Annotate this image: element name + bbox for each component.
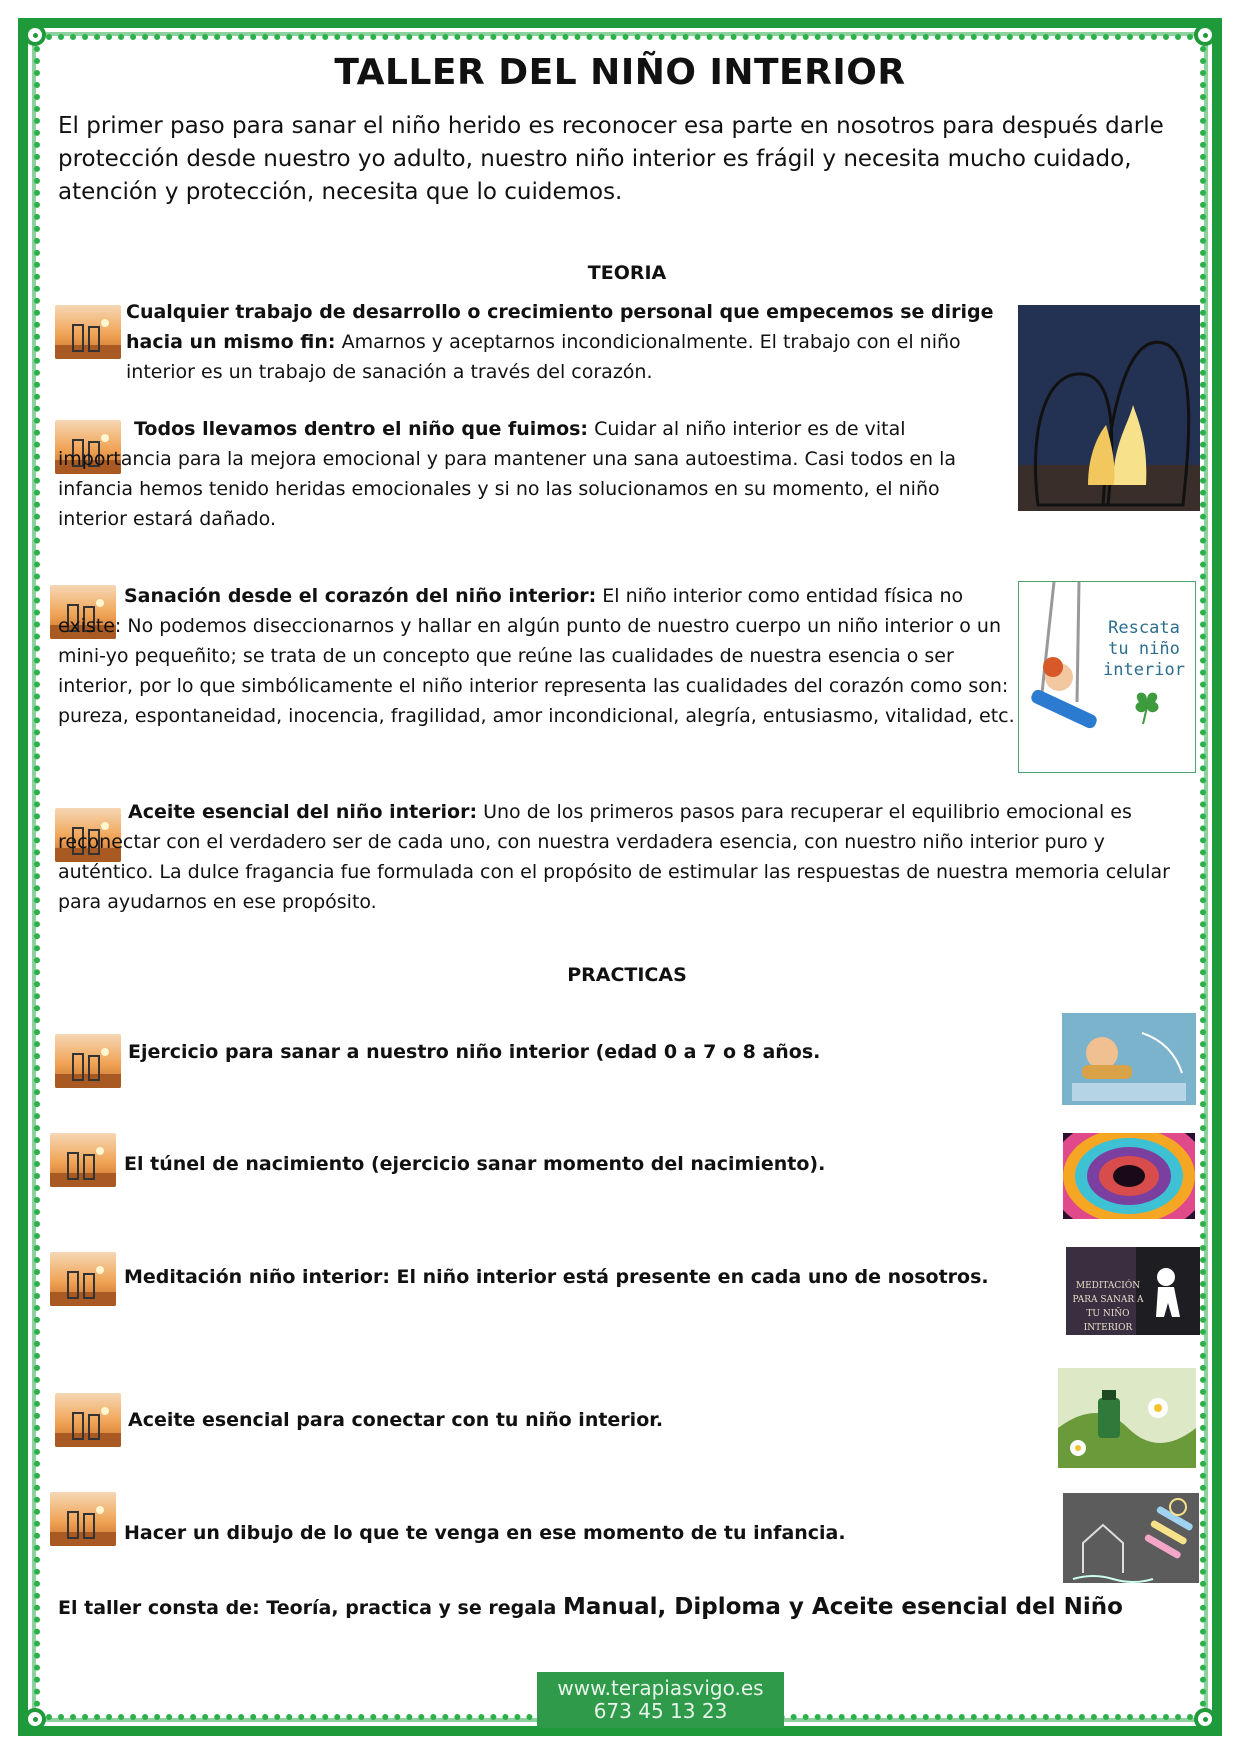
corner-ornament <box>1194 1708 1216 1730</box>
page-title: TALLER DEL NIÑO INTERIOR <box>334 52 906 93</box>
practica-item-3: Meditación niño interior: El niño interior está presente en cada uno de nosotros. <box>124 1266 989 1288</box>
tunnel-image <box>1063 1133 1195 1219</box>
contact-box <box>537 1672 784 1728</box>
phone-text: 673 45 13 23 <box>593 1699 728 1723</box>
meditation-image <box>1066 1247 1200 1335</box>
footer-text: El taller consta de: Teoría, practica y se regala Manual, Diploma y Aceite esencial del Niño <box>58 1594 1123 1620</box>
bullet-image <box>55 305 121 359</box>
teoria-item-1: Cualquier trabajo de desarrollo o crecimiento personal que empecemos se dirige hacia un mismo fin: Amarnos y aceptarnos incondicionalmente. El trabajo con el niño interior es un trabajo de sanación a través del corazón. <box>126 301 994 383</box>
practica-item-5: Hacer un dibujo de lo que te venga en ese momento de tu infancia. <box>124 1522 846 1544</box>
website-text[interactable]: www.terapiasvigo.es <box>557 1676 764 1700</box>
practica-item-2: El túnel de nacimiento (ejercicio sanar momento del nacimiento). <box>124 1153 826 1175</box>
bullet-image <box>55 1034 121 1088</box>
teoria-item-4: Aceite esencial del niño interior: Uno de los primeros pasos para recuperar el equilibrio emocional es reconectar con el verdadero ser de cada uno, con nuestra verdadera esencia, con nuestro niño interior puro y auténtico. La dulce fragancia fue formulada con el propósito de estimular las respuestas de nuestra memoria celular para ayudarnos en ese propósito. <box>58 801 1170 913</box>
corner-ornament <box>24 1708 46 1730</box>
teoria-item-3: Sanación desde el corazón del niño interior: El niño interior como entidad física no existe: No podemos diseccionarnos y hallar en algún punto de nuestro cuerpo un niño interior o un mini-yo pequeñito; se trata de un concepto que reúne las cualidades de nuestra esencia o ser interior, por lo que simbólicamente el niño interior representa las cualidades del corazón como son: pureza, espontaneidad, inocencia, fragilidad, amor incondicional, alegría, entusiasmo, vitalidad, etc. <box>58 585 1015 727</box>
bullet-image <box>55 1393 121 1447</box>
practica-item-1: Ejercicio para sanar a nuestro niño interior (edad 0 a 7 o 8 años. <box>128 1041 821 1063</box>
meditation-caption: MEDITACIÓN PARA SANAR A TU NIÑO INTERIOR <box>1072 1281 1144 1333</box>
bullet-image <box>50 1133 116 1187</box>
child-image <box>1062 1013 1196 1105</box>
corner-ornament <box>24 24 46 46</box>
bullet-image <box>50 1252 116 1306</box>
corner-ornament <box>1194 24 1216 46</box>
rescata-caption: Rescata tu niño interior <box>1103 618 1185 680</box>
practica-item-4: Aceite esencial para conectar con tu niño interior. <box>128 1409 664 1431</box>
sculpture-image <box>1018 305 1200 511</box>
oil-image <box>1058 1368 1196 1468</box>
rescata-image <box>1018 581 1196 773</box>
practicas-heading: PRACTICAS <box>567 964 687 986</box>
teoria-item-2: Todos llevamos dentro el niño que fuimos: Cuidar al niño interior es de vital importancia para la mejora emocional y para mantener una sana autoestima. Casi todos en la infancia hemos tenido heridas emocionales y si no las solucionamos en su momento, el niño interior estará dañado. <box>58 418 957 530</box>
teoria-heading: TEORIA <box>587 262 667 284</box>
bullet-image <box>50 1492 116 1546</box>
chalk-image <box>1063 1493 1199 1583</box>
intro-paragraph: El primer paso para sanar el niño herido es reconocer esa parte en nosotros para después darle protección desde nuestro yo adulto, nuestro niño interior es frágil y necesita mucho cuidado, atención y protección, necesita que lo cuidemos. <box>58 113 1164 205</box>
